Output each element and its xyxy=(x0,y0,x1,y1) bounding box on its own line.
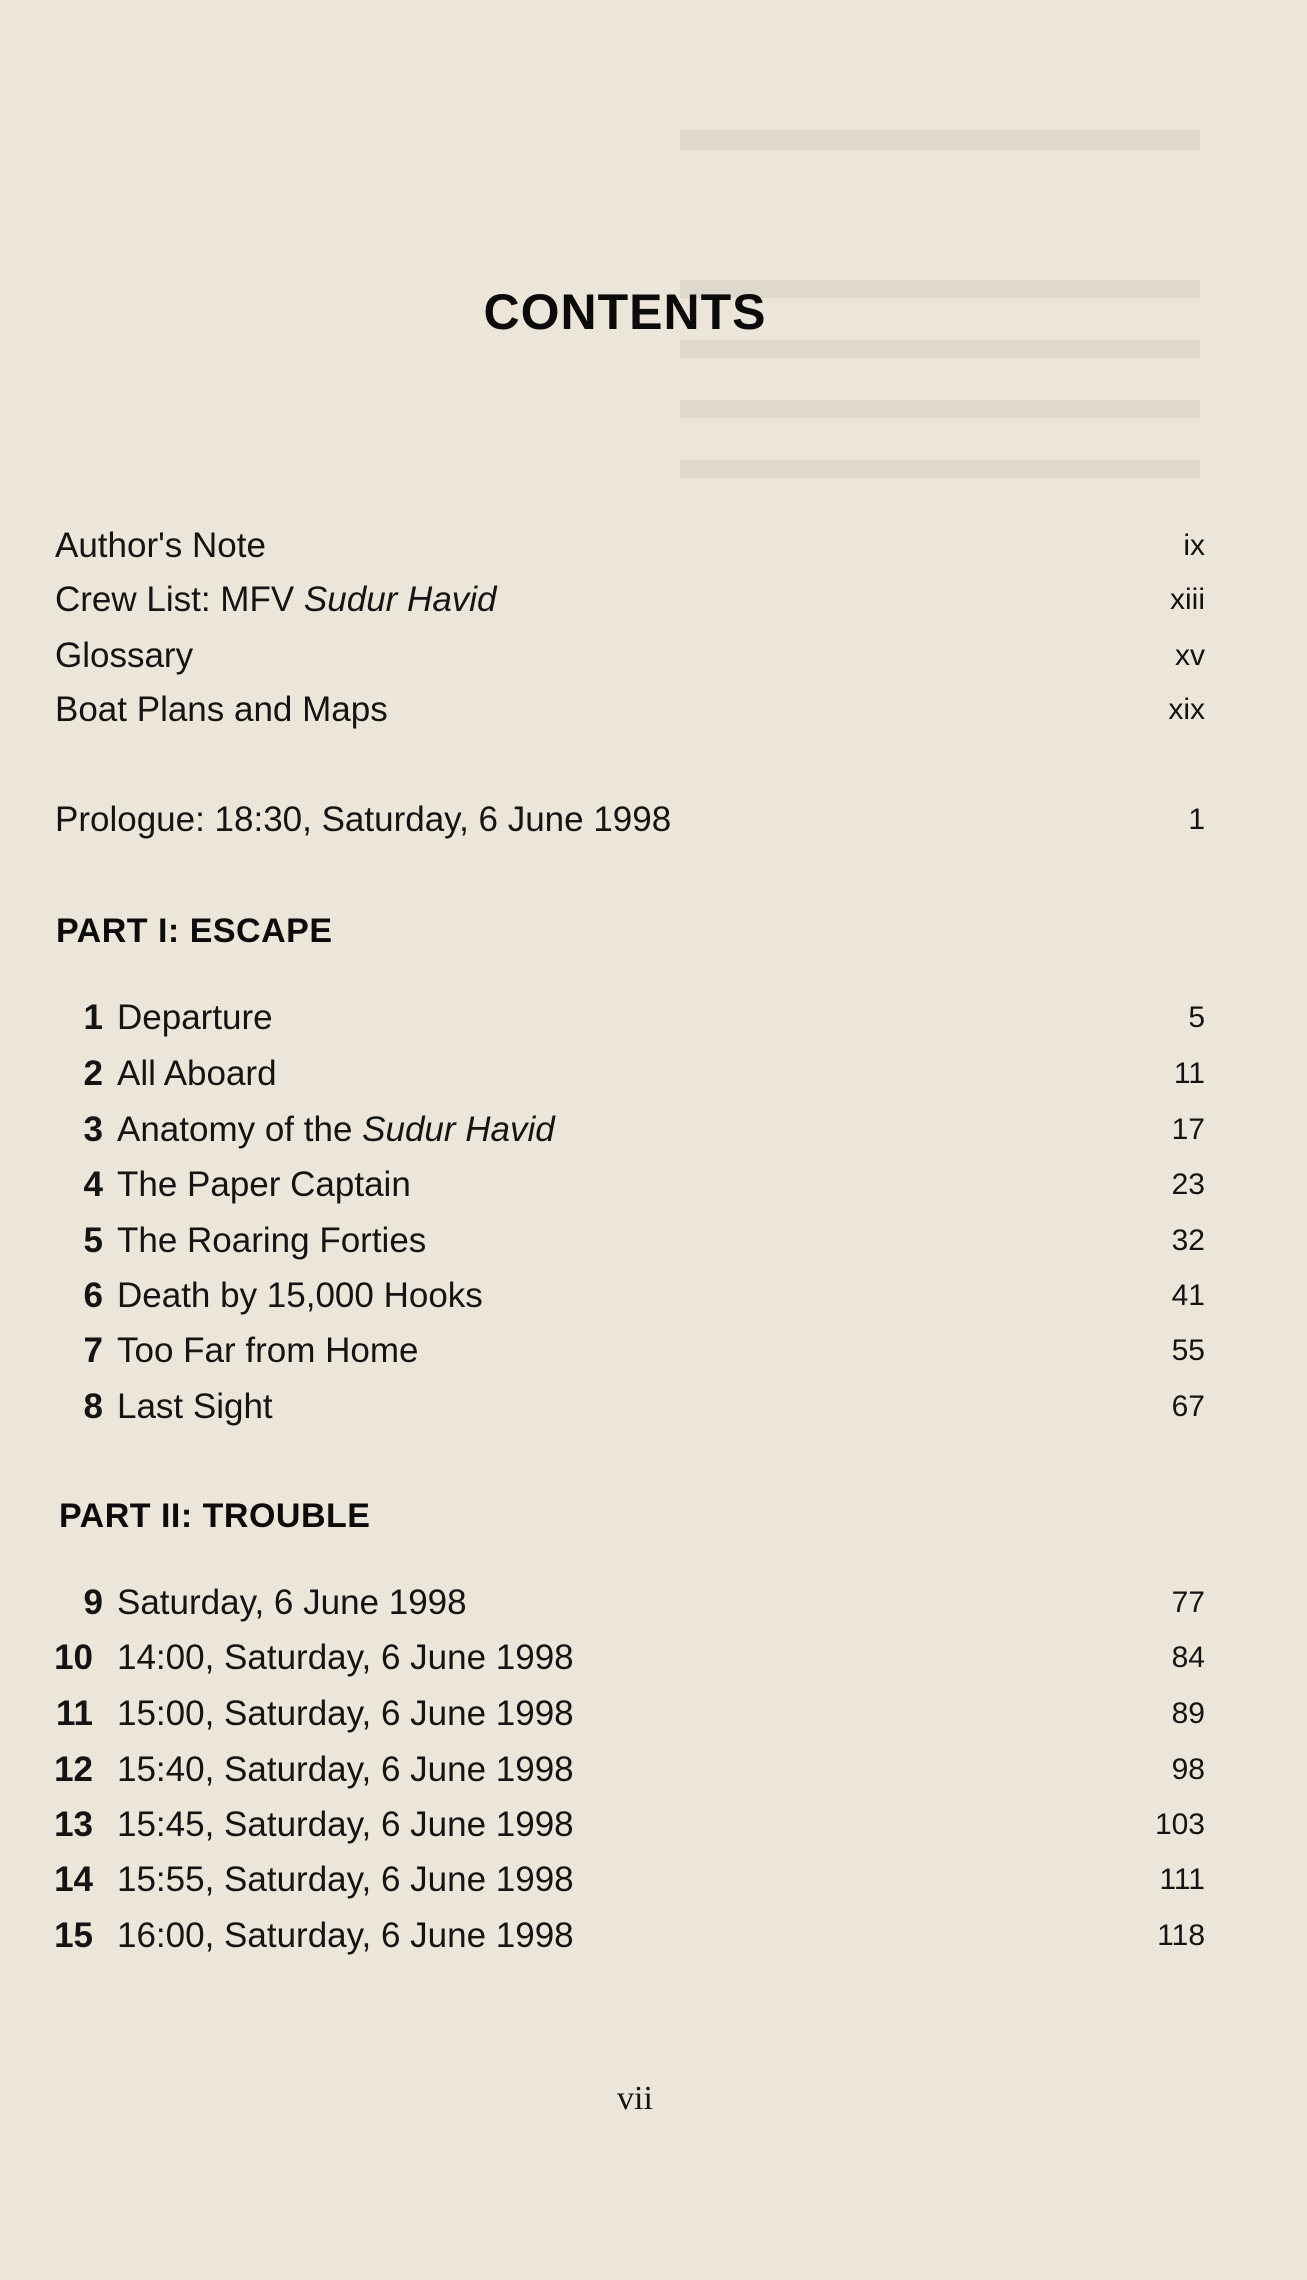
chapter-title: Last Sight xyxy=(117,1387,273,1426)
chapter-title: All Aboard xyxy=(117,1054,277,1093)
entry-page: xix xyxy=(1168,693,1205,726)
chapter-page: 89 xyxy=(1171,1697,1205,1730)
chapter-title: The Roaring Forties xyxy=(117,1221,427,1260)
chapter-page: 118 xyxy=(1157,1919,1205,1952)
part-heading: PART II: TROUBLE xyxy=(59,1497,371,1535)
chapter-number: 3 xyxy=(83,1110,103,1149)
chapter-title: Too Far from Home xyxy=(117,1331,419,1370)
chapter-number: 10 xyxy=(54,1638,93,1677)
chapter-number: 4 xyxy=(83,1165,103,1204)
toc-chapter xyxy=(55,1856,1205,1904)
ship-name: Sudur Havid xyxy=(303,580,497,619)
chapter-page: 98 xyxy=(1171,1753,1205,1786)
toc-entry-prologue xyxy=(55,796,1205,844)
toc-entry-boat-plans xyxy=(55,686,1205,734)
toc-chapter xyxy=(55,994,1205,1042)
chapter-title: Departure xyxy=(117,998,273,1037)
chapter-number: 8 xyxy=(83,1387,103,1426)
entry-label: Boat Plans and Maps xyxy=(55,690,388,729)
chapter-number: 12 xyxy=(54,1750,93,1789)
chapter-number: 1 xyxy=(83,998,103,1037)
chapter-title: 15:00, Saturday, 6 June 1998 xyxy=(117,1694,574,1733)
chapter-number: 11 xyxy=(56,1694,93,1733)
chapter-number: 9 xyxy=(83,1583,103,1622)
chapter-number: 5 xyxy=(83,1221,103,1260)
toc-entry-crew-list xyxy=(55,576,1205,624)
toc-chapter xyxy=(55,1634,1205,1682)
chapter-number: 7 xyxy=(83,1331,103,1370)
entry-page: xiii xyxy=(1170,583,1205,616)
chapter-page: 103 xyxy=(1154,1808,1205,1841)
chapter-title: The Paper Captain xyxy=(117,1165,411,1204)
chapter-number: 15 xyxy=(54,1916,93,1955)
toc-chapter xyxy=(55,1327,1205,1375)
entry-label: Author's Note xyxy=(55,526,266,565)
chapter-title: 15:40, Saturday, 6 June 1998 xyxy=(117,1750,574,1789)
chapter-number: 6 xyxy=(83,1276,103,1315)
page-title: CONTENTS xyxy=(483,284,767,340)
chapter-page: 17 xyxy=(1171,1113,1205,1146)
toc-chapter xyxy=(55,1579,1205,1627)
chapter-page: 67 xyxy=(1171,1390,1205,1423)
entry-page: xv xyxy=(1175,639,1205,672)
chapter-page: 55 xyxy=(1171,1334,1205,1367)
ship-name: Sudur Havid xyxy=(362,1110,555,1149)
toc-chapter xyxy=(55,1383,1205,1431)
toc-chapter xyxy=(55,1050,1205,1098)
chapter-title: 15:45, Saturday, 6 June 1998 xyxy=(117,1805,574,1844)
entry-page: ix xyxy=(1183,529,1205,562)
toc-chapter xyxy=(55,1746,1205,1794)
toc-chapter xyxy=(55,1272,1205,1320)
chapter-page: 32 xyxy=(1171,1224,1205,1257)
page-folio: vii xyxy=(617,2080,653,2117)
part-heading: PART I: ESCAPE xyxy=(56,912,333,950)
chapter-number: 14 xyxy=(54,1860,93,1899)
chapter-title: Anatomy of the Sudur Havid xyxy=(117,1110,555,1149)
chapter-page: 111 xyxy=(1159,1863,1205,1896)
chapter-page: 77 xyxy=(1171,1586,1205,1619)
entry-page: 1 xyxy=(1188,803,1205,836)
entry-label: Crew List: MFV Sudur Havid xyxy=(55,580,497,619)
entry-label: Glossary xyxy=(55,636,194,675)
chapter-page: 84 xyxy=(1171,1641,1205,1674)
toc-chapter xyxy=(55,1801,1205,1849)
chapter-number: 13 xyxy=(54,1805,93,1844)
toc-chapter xyxy=(55,1161,1205,1209)
chapter-page: 11 xyxy=(1173,1057,1205,1090)
toc-chapter xyxy=(55,1912,1205,1960)
toc-entry-glossary xyxy=(55,632,1205,680)
chapter-title: Saturday, 6 June 1998 xyxy=(117,1583,467,1622)
chapter-page: 23 xyxy=(1171,1168,1205,1201)
chapter-title: Death by 15,000 Hooks xyxy=(117,1276,483,1315)
chapter-title: 16:00, Saturday, 6 June 1998 xyxy=(117,1916,574,1955)
toc-chapter xyxy=(55,1217,1205,1265)
toc-chapter xyxy=(55,1690,1205,1738)
chapter-title: 14:00, Saturday, 6 June 1998 xyxy=(117,1638,574,1677)
chapter-page: 5 xyxy=(1188,1001,1205,1034)
chapter-page: 41 xyxy=(1171,1279,1205,1312)
toc-entry-authors-note xyxy=(55,522,1205,570)
chapter-title: 15:55, Saturday, 6 June 1998 xyxy=(117,1860,574,1899)
entry-label: Prologue: 18:30, Saturday, 6 June 1998 xyxy=(55,800,672,839)
chapter-number: 2 xyxy=(83,1054,103,1093)
toc-chapter xyxy=(55,1106,1205,1154)
